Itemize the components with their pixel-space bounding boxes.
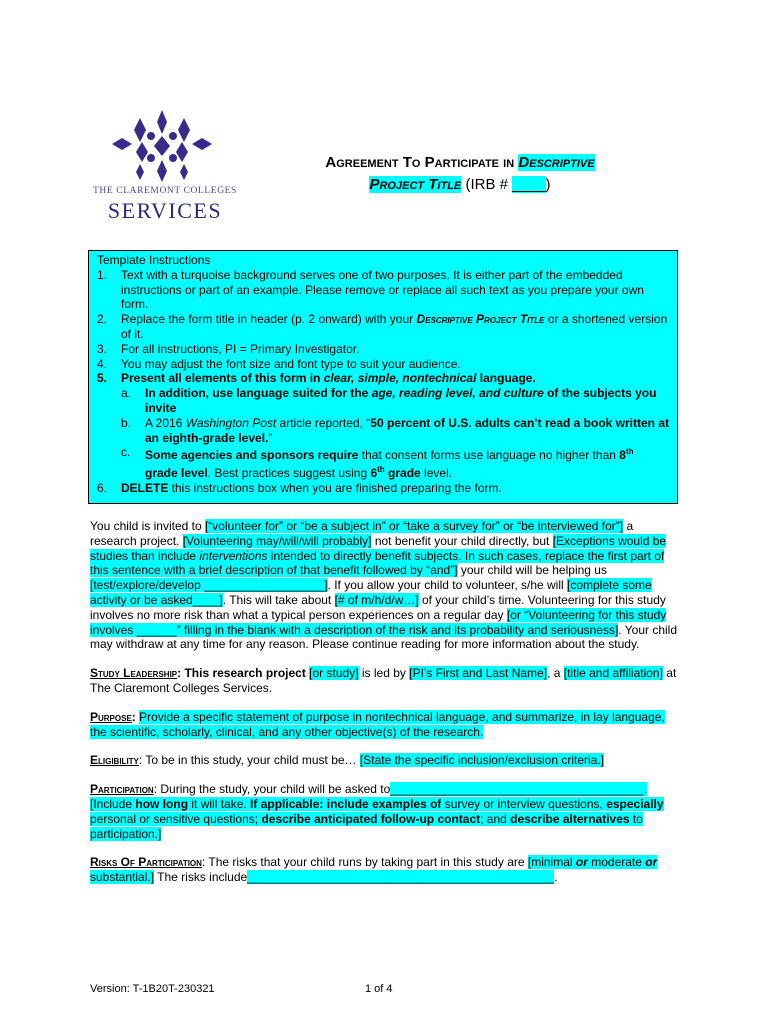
logo-top-line: THE CLAREMONT COLLEGES bbox=[93, 186, 237, 196]
text: The risks include bbox=[154, 870, 248, 885]
instruction-text: A 2016 bbox=[145, 415, 186, 430]
instruction-text-bold: grade bbox=[384, 466, 421, 481]
highlight-text: [title and affiliation] bbox=[563, 666, 663, 681]
text: . If you allow your child to volunteer, s/he will bbox=[327, 578, 567, 593]
highlight-text-bold: If applicable: include examples of bbox=[250, 796, 442, 811]
highlight-text: [PI’s First and Last Name] bbox=[409, 666, 548, 681]
superscript: th bbox=[377, 465, 385, 475]
instruction-item bbox=[97, 481, 669, 496]
title-close-paren: ) bbox=[545, 176, 551, 193]
title-irb-label: (IRB # bbox=[461, 176, 513, 193]
logo-emblem-icon bbox=[112, 108, 212, 188]
highlight-text-bold: or bbox=[645, 855, 658, 870]
version-label: Version: T-1B20T-230321 bbox=[90, 983, 215, 995]
instruction-text-emph: clear, simple, nontechnical bbox=[323, 371, 477, 386]
item-number: 1. bbox=[97, 267, 108, 282]
instruction-text: Text with a turquoise background serves one of two purposes. It is either part of the embedded instructions or part of an example. Please remove or replace all such text as you prepare your own form. bbox=[121, 267, 644, 312]
instruction-text: Present all elements of this form in bbox=[121, 371, 324, 386]
highlight-text: moderate bbox=[587, 855, 646, 870]
study-leadership-section bbox=[90, 666, 680, 696]
highlight-text: [Volunteering may/will/will probably] bbox=[182, 533, 372, 548]
instruction-text: that consent forms use language no higher than bbox=[358, 448, 620, 463]
instruction-text: level. bbox=[420, 466, 453, 481]
section-heading: Study Leadership bbox=[90, 666, 178, 681]
instruction-text-bold: 6 bbox=[370, 466, 378, 481]
instruction-text: In addition, use language suited for the bbox=[145, 386, 372, 401]
item-letter: a. bbox=[121, 386, 132, 401]
instruction-item bbox=[97, 268, 669, 312]
instruction-text: this instructions box when you are finished preparing the form. bbox=[168, 480, 502, 495]
text: . This will take about bbox=[222, 592, 335, 607]
intro-paragraph bbox=[90, 519, 680, 652]
highlight-text-bold: especially bbox=[606, 796, 664, 811]
item-number: 4. bbox=[97, 356, 108, 371]
instruction-item bbox=[97, 312, 669, 342]
highlight-text: Provide a specific statement of purpose in nontechnical language, and summarize, in lay language, the scientific, scholarly, clinical, and any other objective(s) of the research. bbox=[90, 709, 665, 739]
instruction-text: . Best practices suggest using bbox=[207, 466, 371, 481]
instruction-text: For all instructions, PI = Primary Investigator. bbox=[121, 341, 360, 356]
highlight-text: [Exceptions would be studies than include bbox=[90, 533, 667, 563]
title-agreement: Agreement To Participate in bbox=[325, 154, 519, 171]
title-project-title: Project Title bbox=[369, 176, 462, 193]
item-letter: c. bbox=[121, 445, 131, 460]
instruction-text: of the subjects you invite bbox=[145, 386, 657, 415]
template-instructions-box bbox=[88, 250, 678, 504]
instruction-text: Replace the form title in header (p. 2 onward) with your bbox=[121, 312, 417, 327]
text: is led by bbox=[358, 666, 410, 681]
item-number: 3. bbox=[97, 341, 108, 356]
section-heading: Risks Of Participation bbox=[90, 855, 202, 870]
superscript: th bbox=[625, 447, 634, 457]
participation-section bbox=[90, 782, 680, 841]
text: at The Claremont Colleges Services. bbox=[90, 666, 677, 695]
instruction-subitem bbox=[97, 445, 669, 481]
instruction-text-emph: age, reading level, and culture bbox=[371, 386, 544, 401]
instruction-subitem bbox=[97, 386, 669, 416]
highlight-text: [“volunteer for” or “be a subject in” or “take a survey for” or “be interviewed for”] bbox=[204, 519, 624, 533]
text: : The risks that your child runs by taking part in this study are bbox=[201, 855, 528, 870]
item-number: 6. bbox=[97, 480, 108, 495]
highlight-text: ; and bbox=[480, 811, 511, 826]
instruction-text-emph: Descriptive Project Title bbox=[416, 312, 545, 327]
highlight-text: personal or sensitive questions; bbox=[90, 811, 262, 826]
highlight-text: [# of m/h/d/w…] bbox=[334, 592, 419, 607]
text: : To be in this study, your child must be… bbox=[138, 753, 360, 768]
claremont-services-logo bbox=[92, 108, 238, 224]
instruction-text: language. bbox=[476, 371, 536, 386]
text: , a bbox=[547, 666, 564, 681]
instruction-text-bold: grade level bbox=[145, 466, 208, 481]
highlight-text-bold: describe anticipated follow-up contact bbox=[261, 811, 481, 826]
instruction-item bbox=[97, 371, 669, 386]
text: not benefit your child directly, but bbox=[371, 533, 553, 548]
highlight-text: [minimal bbox=[527, 855, 576, 870]
instruction-item bbox=[97, 357, 669, 372]
instruction-text-bold: DELETE bbox=[121, 480, 169, 495]
text: : This research project bbox=[177, 666, 310, 681]
instructions-heading: Template Instructions bbox=[97, 253, 211, 267]
document-title bbox=[250, 152, 670, 196]
risks-section bbox=[90, 855, 680, 885]
blank-line: ______________________________________ bbox=[390, 782, 644, 797]
highlight-text: to participation.] bbox=[90, 811, 643, 841]
instruction-text: article reported, “ bbox=[276, 415, 371, 430]
highlight-text-bold: or bbox=[575, 855, 588, 870]
text: a research project. bbox=[90, 519, 634, 548]
text: You child is invited to bbox=[90, 519, 205, 533]
highlight-text-bold: describe alternatives bbox=[510, 811, 630, 826]
highlight-text: [or “Volunteering for this study involves ______” filling in the blank with a description of the risk and its probability and seriousness] bbox=[90, 607, 667, 637]
item-letter: b. bbox=[121, 415, 132, 430]
page-number: 1 of 4 bbox=[365, 983, 393, 995]
instruction-text: You may adjust the font size and font type to suit your audience. bbox=[121, 356, 461, 371]
highlight-text: [State the specific inclusion/exclusion criteria.] bbox=[359, 753, 605, 768]
instruction-item bbox=[97, 342, 669, 357]
item-number: 5. bbox=[97, 371, 108, 386]
instruction-subitem bbox=[97, 416, 669, 446]
highlight-text: survey or interview questions, bbox=[441, 796, 607, 811]
text: : During the study, your child will be asked to bbox=[153, 782, 391, 797]
highlight-text: [complete some activity or be asked____] bbox=[90, 578, 652, 607]
highlight-text: intended to directly benefit subjects. In such cases, replace the first part of this sentence with a brief description of that benefit followed by “and”] bbox=[90, 548, 665, 578]
text: : bbox=[131, 709, 140, 724]
eligibility-section bbox=[90, 753, 680, 768]
instruction-text: ” bbox=[268, 430, 273, 445]
title-irb-number: ____ bbox=[512, 176, 546, 193]
highlight-text: [or study] bbox=[309, 666, 359, 681]
instruction-text-bold: 8 bbox=[619, 448, 626, 463]
section-heading: Purpose bbox=[90, 709, 132, 724]
highlight-text-bold: how long bbox=[135, 796, 189, 811]
instruction-text-emph: Washington Post bbox=[185, 415, 277, 430]
highlight-text: substantial.] bbox=[90, 870, 155, 885]
title-descriptive: Descriptive bbox=[518, 154, 595, 171]
instruction-text-bold: Some agencies and sponsors require bbox=[145, 448, 359, 463]
purpose-section bbox=[90, 710, 680, 740]
section-heading: Eligibility bbox=[90, 753, 139, 768]
item-number: 2. bbox=[97, 312, 108, 327]
highlight-text: . [Include bbox=[90, 782, 648, 811]
highlight-text: it will take. bbox=[188, 796, 251, 811]
text: your child will be helping us bbox=[457, 563, 607, 578]
text: . bbox=[554, 870, 558, 885]
blank-line: ______________________________________________ bbox=[247, 870, 555, 885]
instruction-text-bold: 50 percent of U.S. adults can’t read a book written at an eighth-grade level. bbox=[145, 415, 669, 445]
highlight-text: [test/explore/develop __________________] bbox=[90, 578, 328, 593]
consent-body bbox=[90, 519, 680, 899]
highlight-text-italic: interventions bbox=[199, 548, 268, 563]
section-heading: Participation bbox=[90, 782, 154, 797]
text: . Your child may withdraw at any time for any reason. Please continue reading for more information about the study. bbox=[90, 622, 678, 652]
text: of your child’s time. Volunteering for this study involves no more risk than what a typical person experiences on a regular day bbox=[90, 592, 666, 622]
logo-services-text: SERVICES bbox=[107, 198, 223, 223]
instruction-text: or a shortened version of it. bbox=[121, 312, 668, 341]
